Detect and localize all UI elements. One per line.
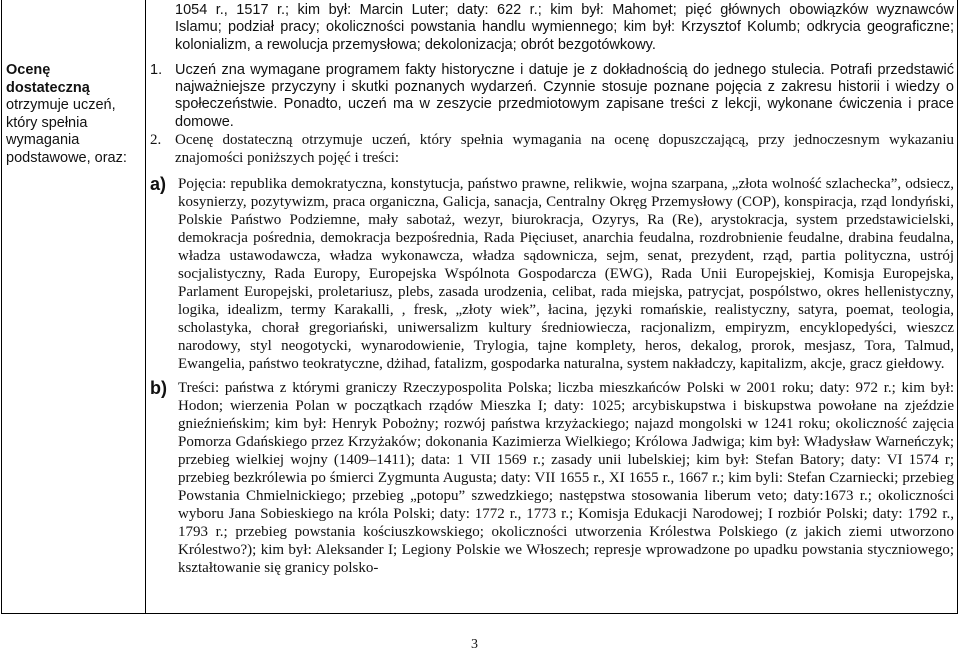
requirement-item-2 bbox=[150, 131, 954, 167]
intro-line-1: 1054 r., 1517 r.; kim był: Marcin Luter; daty: 622 r.; kim był: Mahomet; pięć głównych obowiązków wyznawców bbox=[175, 2, 954, 18]
concepts-list bbox=[150, 175, 954, 373]
grade-desc-line-2: który spełnia bbox=[6, 114, 88, 131]
item-number: 1. bbox=[150, 61, 163, 78]
requirements-cell bbox=[150, 2, 954, 577]
list-letter: b) bbox=[150, 378, 167, 399]
concepts-text: Pojęcia: republika demokratyczna, konstytucja, państwo prawne, relikwie, wojna szarpana, „złota wolność szlachecka”, odsiecz, kosynierzy, pozytywizm, praca organiczna, Galicja, sanacja, Centralny Okręg Przemysłowy (COP), konspiracja, rząd londyński, Polskie Państwo Podziemne, mały sabotaż, wezyr, biurokracja, Ozyrys, Ra (Re), arystokracja, system przedstawicielski, demokracja pośrednia, demokracja bezpośrednia, Rada Pięciuset, anarchia feudalna, rozdrobnienie feudalne, drabina feudalna, władza ustawodawcza, władza wykonawcza, władza sądownicza, sejm, senat, prezydent, rząd, partia polityczna, ustrój socjalistyczny, Rada Europy, Europejska Wspólnota Gospodarcza (EWG), Rada Unii Europejskiej, Komisja Europejska, Parlament Europejski, proletariusz, plebs, zasada urodzenia, celibat, rada miejska, patrycjat, pospólstwo, okres hellenistyczny, logika, idealizm, termy Karakalli, , fresk, „złoty wiek”, łacina, języki romańskie, realistyczny, satyra, poemat, teologia, scholastyka, chorał gregoriański, uniwersalizm kultury średniowiecza, racjonalizm, empiryzm, encyklopedyści, wieszcz narodowy, styl neogotycki, wynarodowienie, Trylogia, tajne komplety, heros, dekalog, prorok, mesjasz, Tora, Talmud, Ewangelia, państwo teokratyczne, dżihad, fatalizm, gospodarka naturalna, system nakładczy, kapitalizm, akcje, gracz giełdowy. bbox=[178, 176, 954, 373]
item-text: Ocenę dostateczną otrzymuje uczeń, który spełnia wymagania na ocenę dopuszczającą, przy jednoczesnym wykazaniu znajomości poniższych pojęć i treści: bbox=[175, 132, 954, 167]
item-text: Uczeń zna wymagane programem fakty historyczne i datuje je z dokładnością do jednego stulecia. Potrafi przedstawić najważniejsze przyczyny i skutki poznanych wydarzeń. Czynnie stosuje poznane pojęcia z zakresu historii i wiedzy o społeczeństwie. Ponadto, uczeń ma w zeszycie przedmiotowym zapisane treści z lekcji, wykonane ćwiczenia i prace domowe. bbox=[175, 61, 954, 130]
contents-list bbox=[150, 379, 954, 577]
grade-desc-line-1: otrzymuje uczeń, bbox=[6, 97, 116, 113]
intro-line-2: Islamu; podział pracy; okoliczności powstania handlu wymiennego; kim był: Krzysztof Kolumb; odkrycia geograficzne; bbox=[175, 19, 954, 36]
grade-desc-line-3: wymagania bbox=[6, 132, 80, 148]
page-number: 3 bbox=[471, 637, 478, 652]
grade-desc-line-4: podstawowe, oraz: bbox=[6, 149, 127, 166]
requirement-item-1 bbox=[150, 62, 954, 131]
intro-paragraph bbox=[150, 2, 954, 54]
grade-heading: Ocenę dostateczną bbox=[6, 62, 90, 96]
intro-line-3: kolonializm, a rewolucja przemysłowa; dekolonizacja; obrót bezgotówkowy. bbox=[175, 36, 656, 53]
contents-text: Treści: państwa z którymi graniczy Rzeczypospolita Polska; liczba mieszkańców Polski w 2001 roku; daty: 972 r.; kim był: Hodon; wierzenia Polan w początkach rządów Mieszka I; daty: 1025; arcybiskupstwa i biskupstwa powołane na zjeździe gnieźnieńskim; kim był: Henryk Pobożny; rozwój państwa krzyżackiego; najazd mongolski w 1241 roku; okoliczność zajęcia Pomorza Gdańskiego przez Krzyżaków; dokonania Kazimierza Wielkiego; Królowa Jadwiga; kim był: Władysław Warneńczyk; przebieg wielkiej wojny (1409–1411); data: 1 VII 1569 r.; zasady unii lubelskiej; kim był: Stefan Batory; daty: VI 1574 r; przebieg bezkrólewia po śmierci Zygmunta Augusta; daty: VII 1655 r., XI 1655 r., 1667 r.; kim byli: Stefan Czarniecki; przebieg Powstania Chmielnickiego; przebieg „potopu” szwedzkiego; następstwa stosowania liberum veto; daty:1673 r.; okoliczności wyboru Jana Sobieskiego na króla Polski; daty: 1772 r., 1773 r.; Komisja Edukacji Narodowej; I rozbiór Polski; daty: 1792 r., 1793 r.; przebieg powstania kościuszkowskiego; okoliczności utworzenia Królestwa Polskiego (z jakich ziemi utworzono Królestwo?); kim był: Aleksander I; Legiony Polskie we Włoszech; represje wprowadzone po upadku powstania styczniowego; kształtowanie się granicy polsko- bbox=[178, 380, 954, 577]
list-letter: a) bbox=[150, 174, 167, 195]
grade-criteria-cell bbox=[6, 62, 136, 167]
column-divider bbox=[145, 0, 146, 614]
item-number: 2. bbox=[150, 132, 162, 149]
